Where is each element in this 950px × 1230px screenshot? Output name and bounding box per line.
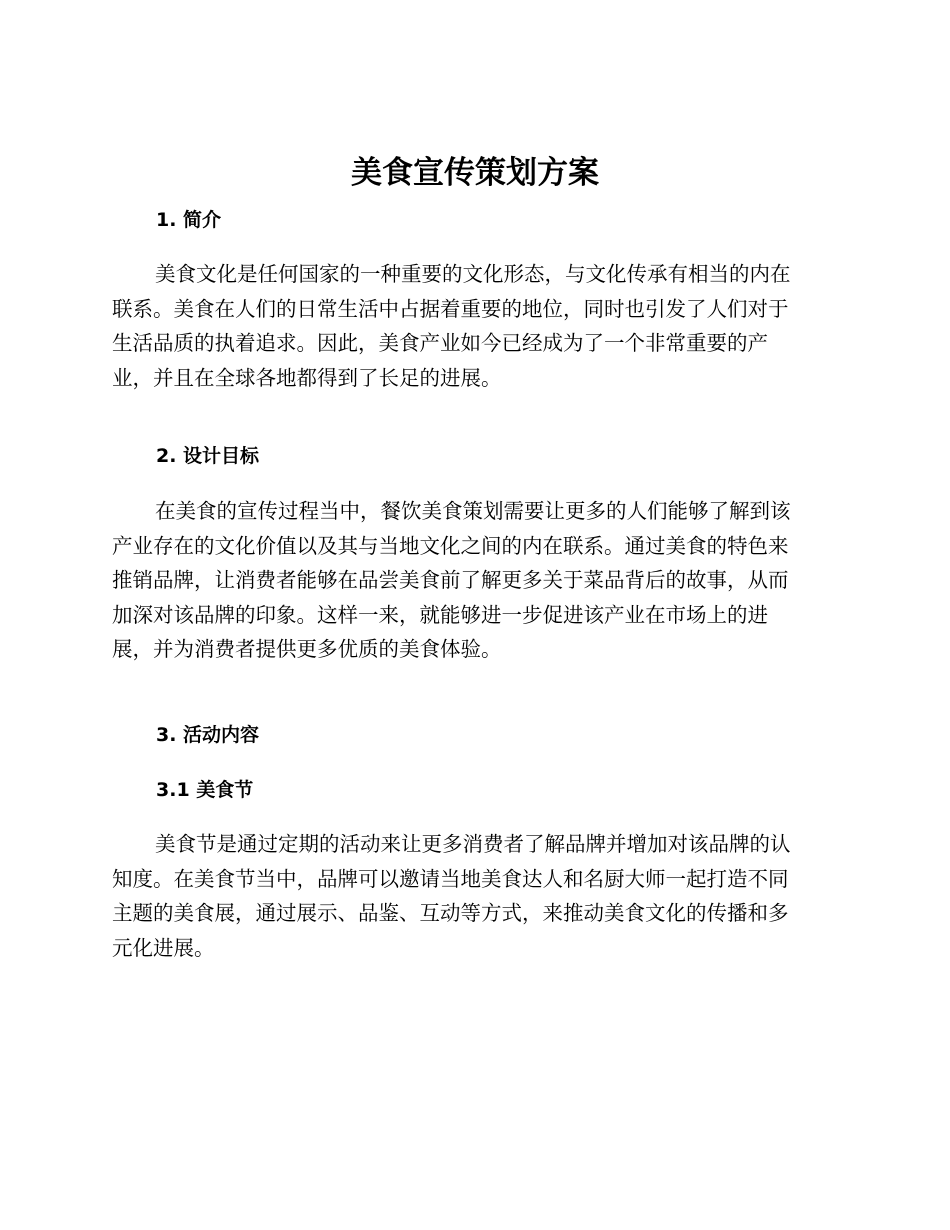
paragraph-line: 元化进展。 [112, 935, 215, 960]
section-heading-activities: 3. 活动内容 [156, 724, 260, 746]
document-title: 美食宣传策划方案 [351, 155, 599, 191]
paragraph-line: 美食节是通过定期的活动来让更多消费者了解品牌并增加对该品牌的认 [155, 832, 791, 856]
paragraph-line: 生活品质的执着追求。因此，美食产业如今已经成为了一个非常重要的产 [112, 331, 768, 355]
section-heading-goals: 2. 设计目标 [156, 445, 260, 467]
paragraph-food-festival [112, 827, 830, 965]
paragraph-line: 推销品牌，让消费者能够在品尝美食前了解更多关于菜品背后的故事，从而 [112, 568, 789, 592]
paragraph-line: 美食文化是任何国家的一种重要的文化形态，与文化传承有相当的内在 [155, 262, 791, 286]
paragraph-line: 在美食的宣传过程当中，餐饮美食策划需要让更多的人们能够了解到该 [155, 499, 791, 523]
paragraph-line: 产业存在的文化价值以及其与当地文化之间的内在联系。通过美食的特色来 [112, 533, 789, 558]
paragraph-line: 主题的美食展，通过展示、品鉴、互动等方式，来推动美食文化的传播和多 [112, 901, 789, 925]
paragraph-line: 知度。在美食节当中，品牌可以邀请当地美食达人和名厨大师一起打造不同 [112, 866, 789, 891]
section-heading-intro: 1. 简介 [156, 209, 222, 231]
paragraph-intro [112, 257, 830, 395]
paragraph-line: 加深对该品牌的印象。这样一来，就能够进一步促进该产业在市场上的进 [112, 602, 768, 627]
paragraph-line: 展，并为消费者提供更多优质的美食体验。 [112, 637, 502, 661]
paragraph-line: 联系。美食在人们的日常生活中占据着重要的地位，同时也引发了人们对于 [112, 296, 789, 321]
paragraph-goals [112, 494, 830, 667]
subsection-heading-food-festival: 3.1 美食节 [156, 779, 254, 801]
paragraph-line: 业，并且在全球各地都得到了长足的进展。 [112, 365, 502, 390]
